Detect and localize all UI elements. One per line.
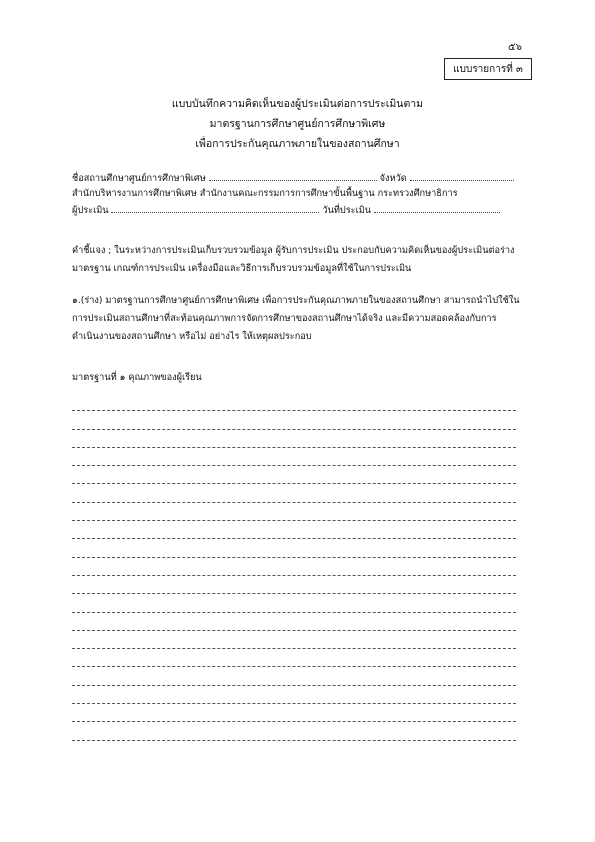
assessment-date-field[interactable] (374, 202, 500, 213)
answer-line[interactable] (72, 649, 516, 667)
answer-line[interactable] (72, 704, 516, 722)
answer-line[interactable] (72, 448, 516, 466)
form-title-line-3: เพื่อการประกันคุณภาพภายในของสถานศึกษา (195, 138, 400, 150)
assessor-label: ผู้ประเมิน (72, 205, 109, 216)
answer-line[interactable] (72, 594, 516, 612)
answer-line[interactable] (72, 484, 516, 502)
answer-line[interactable] (72, 430, 516, 448)
school-info-row (72, 170, 522, 187)
question-paragraph: ๑.(ร่าง) มาตรฐานการศึกษาศูนย์การศึกษาพิเศษ เพื่อการประกันคุณภาพภายในของสถานศึกษา สามารถนำไปใช้ในการประเมินสถานศึกษาที่สะท้อนคุณภาพการจัดการศึกษาของสถานศึกษาได้จริง และมีความสอดคล้องกับการดำเนินงานของสถานศึกษา หรือไม่ อย่างไร ให้เหตุผลประกอบ (72, 295, 520, 342)
answer-lines (72, 393, 516, 741)
standard-heading: มาตรฐานที่ ๑ คุณภาพของผู้เรียน (72, 372, 202, 383)
assessor-info-row (72, 202, 522, 219)
answer-line[interactable] (72, 393, 516, 411)
answer-line[interactable] (72, 411, 516, 429)
answer-line[interactable] (72, 722, 516, 740)
page-number: ๕๖ (508, 42, 522, 53)
assessment-date-label: วันที่ประเมิน (322, 205, 372, 216)
answer-line[interactable] (72, 576, 516, 594)
assessor-field[interactable] (111, 202, 319, 213)
answer-line[interactable] (72, 613, 516, 631)
answer-line[interactable] (72, 686, 516, 704)
province-label: จังหวัด (379, 173, 407, 184)
form-title-line-1: แบบบันทึกความคิดเห็นของผู้ประเมินต่อการประเมินตาม (171, 98, 424, 110)
directions-paragraph: คำชี้แจง ; ในระหว่างการประเมินเก็บรวบรวมข้อมูล ผู้รับการประเมิน ประกอบกับความคิดเห็นของผู้ประเมินต่อร่างมาตรฐาน เกณฑ์การประเมิน เครื่องมือและวิธีการเก็บรวบรวมข้อมูลที่ใช้ในการประเมิน (72, 245, 515, 274)
school-name-label: ชื่อสถานศึกษาศูนย์การศึกษาพิเศษ (72, 173, 206, 184)
answer-line[interactable] (72, 558, 516, 576)
form-title-line-2: มาตรฐานการศึกษาศูนย์การศึกษาพิเศษ (209, 118, 386, 130)
answer-line[interactable] (72, 667, 516, 685)
agency-line: สำนักบริหารงานการศึกษาพิเศษ สำนักงานคณะกรรมการการศึกษาขั้นพื้นฐาน กระทรวงศึกษาธิการ (72, 188, 458, 199)
form-label-box (444, 58, 532, 80)
answer-line[interactable] (72, 466, 516, 484)
form-label: แบบรายการที่ ๓ (453, 63, 523, 75)
answer-line[interactable] (72, 539, 516, 557)
answer-line[interactable] (72, 521, 516, 539)
school-name-field[interactable] (209, 170, 377, 181)
province-field[interactable] (410, 170, 514, 181)
answer-line[interactable] (72, 503, 516, 521)
answer-line[interactable] (72, 631, 516, 649)
